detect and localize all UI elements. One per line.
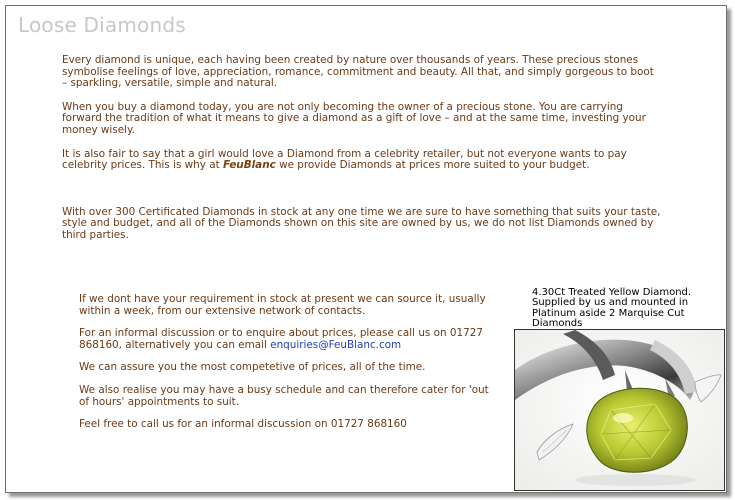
contact-text <box>79 294 489 442</box>
content-panel <box>5 5 727 493</box>
contact-paragraph-5: Feel free to call us for an informal discussion on 01727 868160 <box>79 418 407 431</box>
contact-paragraph-2-text: For an informal discussion or to enquire about prices, please call us on 01727 868160, alternatively you can email <box>79 327 483 351</box>
contact-paragraph-1: If we dont have your requirement in stock at present we can source it, usually within a week, from our extensive network of contacts. <box>79 293 486 317</box>
intro-paragraph-2: When you buy a diamond today, you are not only becoming the owner of a precious stone. You are carrying forward the tradition of what it means to give a diamond as a gift of love – and at the same time, investing your money wisely. <box>62 100 646 136</box>
email-link[interactable]: enquiries@FeuBlanc.com <box>270 338 402 351</box>
yellow-diamond-ring-image <box>515 330 724 490</box>
image-caption: 4.30Ct Treated Yellow Diamond. Supplied by us and mounted in Platinum aside 2 Marquise Cut Diamonds <box>532 287 692 330</box>
intro-paragraph-3 <box>62 149 662 172</box>
brand-name: FeuBlanc <box>222 159 276 172</box>
contact-paragraph-2 <box>79 328 489 351</box>
intro-text <box>62 55 662 254</box>
contact-paragraph-4: We also realise you may have a busy schedule and can therefore cater for 'out of hours' appointments to suit. <box>79 383 489 408</box>
intro-paragraph-3-start: It is also fair to say that a girl would love a Diamond from a celebrity retailer, but not everyone wants to pay celebrity prices. This is why at <box>62 147 627 172</box>
intro-paragraph-4: With over 300 Certificated Diamonds in stock at any one time we are sure to have something that suits your taste, style and budget, and all of the Diamonds shown on this site are owned by us, we do not list Diamonds owned by third parties. <box>62 205 661 241</box>
contact-paragraph-3: We can assure you the most competetive of prices, all of the time. <box>79 361 426 374</box>
diamond-photo <box>514 329 725 491</box>
page-title: Loose Diamonds <box>18 13 186 37</box>
intro-paragraph-3-end: we provide Diamonds at prices more suited to your budget. <box>275 159 590 172</box>
intro-paragraph-1: Every diamond is unique, each having been created by nature over thousands of years. These precious stones symbolise feelings of love, appreciation, romance, commitment and beauty. All that, and simply gorgeous to boot – sparkling, versatile, simple and natural. <box>62 54 654 90</box>
